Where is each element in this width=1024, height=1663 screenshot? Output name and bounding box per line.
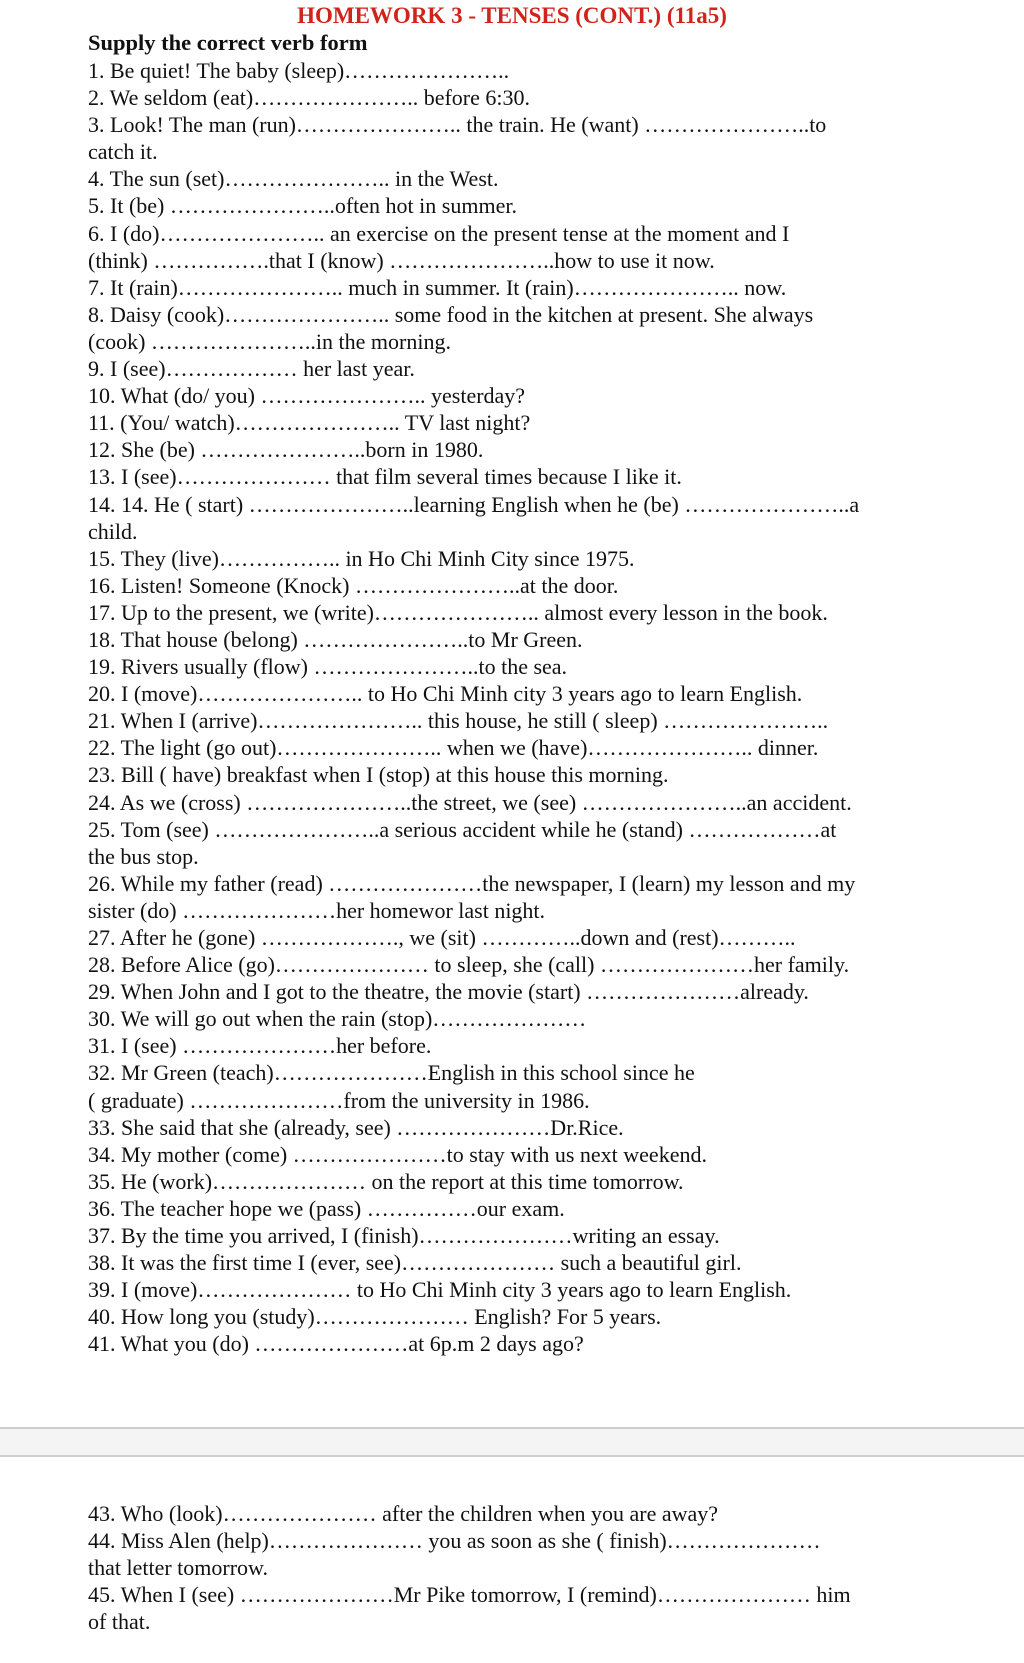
exercise-line: 12. She (be) …………………..born in 1980. (88, 437, 484, 463)
exercise-list-continued (88, 1500, 988, 1635)
exercise-line: 39. I (move)………………… to Ho Chi Minh city 3 years ago to learn English. (88, 1277, 792, 1303)
exercise-line: 4. The sun (set)………………….. in the West. (88, 166, 499, 192)
exercise-line: 27. After he (gone) ………………., we (sit) …………..down and (rest)……….. (88, 925, 796, 950)
exercise-line: (cook) …………………..in the morning. (88, 328, 451, 354)
exercise-line: 37. By the time you arrived, I (finish)…………………writing an essay. (88, 1223, 720, 1249)
exercise-line: 19. Rivers usually (flow) …………………..to the sea. (88, 654, 568, 680)
exercise-line: 45. When I (see) …………………Mr Pike tomorrow, I (remind)………………… him (88, 1582, 851, 1608)
exercise-line: the bus stop. (88, 843, 199, 869)
exercise-line: 18. That house (belong) …………………..to Mr Green. (88, 626, 583, 652)
exercise-line: (think) …………….that I (know) …………………..how to use it now. (88, 247, 715, 273)
exercise-line: 11. (You/ watch)………………….. TV last night? (88, 410, 531, 436)
exercise-line: 40. How long you (study)………………… English? For 5 years. (88, 1304, 662, 1330)
exercise-line: 3. Look! The man (run)………………….. the train. He (want) …………………..to (88, 112, 827, 138)
exercise-line: 31. I (see) …………………her before. (88, 1033, 432, 1059)
exercise-line: 28. Before Alice (go)………………… to sleep, she (call) …………………her family. (88, 952, 850, 978)
page-break-divider (0, 1427, 1024, 1457)
exercise-line: 33. She said that she (already, see) …………………Dr.Rice. (88, 1114, 624, 1140)
exercise-line: of that. (88, 1609, 151, 1635)
exercise-line: catch it. (88, 139, 158, 165)
instruction-heading: Supply the correct verb form (88, 30, 368, 55)
exercise-line: ( graduate) …………………from the university in 1986. (88, 1087, 590, 1113)
exercise-line: 1. Be quiet! The baby (sleep)………………….. (88, 58, 510, 83)
exercise-line: 14. 14. He ( start) …………………..learning English when he (be) …………………..a (88, 491, 860, 517)
exercise-line: 23. Bill ( have) breakfast when I (stop) at this house this morning. (88, 762, 669, 788)
exercise-line: 25. Tom (see) …………………..a serious accident while he (stand) ………………at (88, 816, 837, 842)
exercise-line: 38. It was the first time I (ever, see)………………… such a beautiful girl. (88, 1250, 742, 1276)
exercise-line: 21. When I (arrive)………………….. this house, he still ( sleep) ………………….. (88, 708, 829, 734)
exercise-line: 2. We seldom (eat)………………….. before 6:30. (88, 85, 531, 111)
exercise-line: 15. They (live)…………….. in Ho Chi Minh City since 1975. (88, 545, 635, 571)
exercise-line: 17. Up to the present, we (write)………………….. almost every lesson in the book. (88, 599, 828, 625)
exercise-line: 43. Who (look)………………… after the children when you are away? (88, 1501, 719, 1526)
exercise-line: 22. The light (go out)………………….. when we (have)………………….. dinner. (88, 735, 819, 761)
exercise-line: 32. Mr Green (teach)…………………English in this school since he (88, 1060, 695, 1086)
exercise-line: 36. The teacher hope we (pass) ……………our exam. (88, 1195, 565, 1221)
exercise-line: 44. Miss Alen (help)………………… you as soon as she ( finish)………………… (88, 1528, 821, 1554)
exercise-line: sister (do) …………………her homewor last night. (88, 897, 546, 923)
exercise-line: 16. Listen! Someone (Knock) …………………..at the door. (88, 572, 619, 598)
exercise-line: 41. What you (do) …………………at 6p.m 2 days ago? (88, 1331, 584, 1357)
exercise-line: 35. He (work)………………… on the report at this time tomorrow. (88, 1168, 684, 1194)
exercise-line: child. (88, 518, 138, 544)
exercise-line: 10. What (do/ you) ………………….. yesterday? (88, 383, 526, 409)
exercise-line: 20. I (move)………………….. to Ho Chi Minh city 3 years ago to learn English. (88, 681, 803, 707)
exercise-line: 30. We will go out when the rain (stop)………………… (88, 1006, 587, 1032)
exercise-line: 13. I (see)………………… that film several times because I like it. (88, 464, 682, 490)
exercise-line: 6. I (do)………………….. an exercise on the present tense at the moment and I (88, 220, 790, 246)
exercise-line: 34. My mother (come) …………………to stay with us next weekend. (88, 1141, 707, 1167)
exercise-line: 8. Daisy (cook)………………….. some food in the kitchen at present. She always (88, 301, 814, 327)
exercise-line: 5. It (be) …………………..often hot in summer. (88, 193, 517, 219)
exercise-line: that letter tomorrow. (88, 1555, 269, 1581)
exercise-line: 7. It (rain)………………….. much in summer. It (rain)………………….. now. (88, 274, 787, 300)
exercise-line: 24. As we (cross) …………………..the street, we (see) …………………..an accident. (88, 789, 852, 815)
exercise-line: 29. When John and I got to the theatre, the movie (start) …………………already. (88, 979, 809, 1005)
exercise-line: 26. While my father (read) …………………the newspaper, I (learn) my lesson and my (88, 870, 856, 896)
page-title: HOMEWORK 3 - TENSES (CONT.) (11a5) (297, 3, 727, 28)
exercise-line: 9. I (see)……………… her last year. (88, 356, 415, 382)
exercise-list (88, 57, 988, 1358)
